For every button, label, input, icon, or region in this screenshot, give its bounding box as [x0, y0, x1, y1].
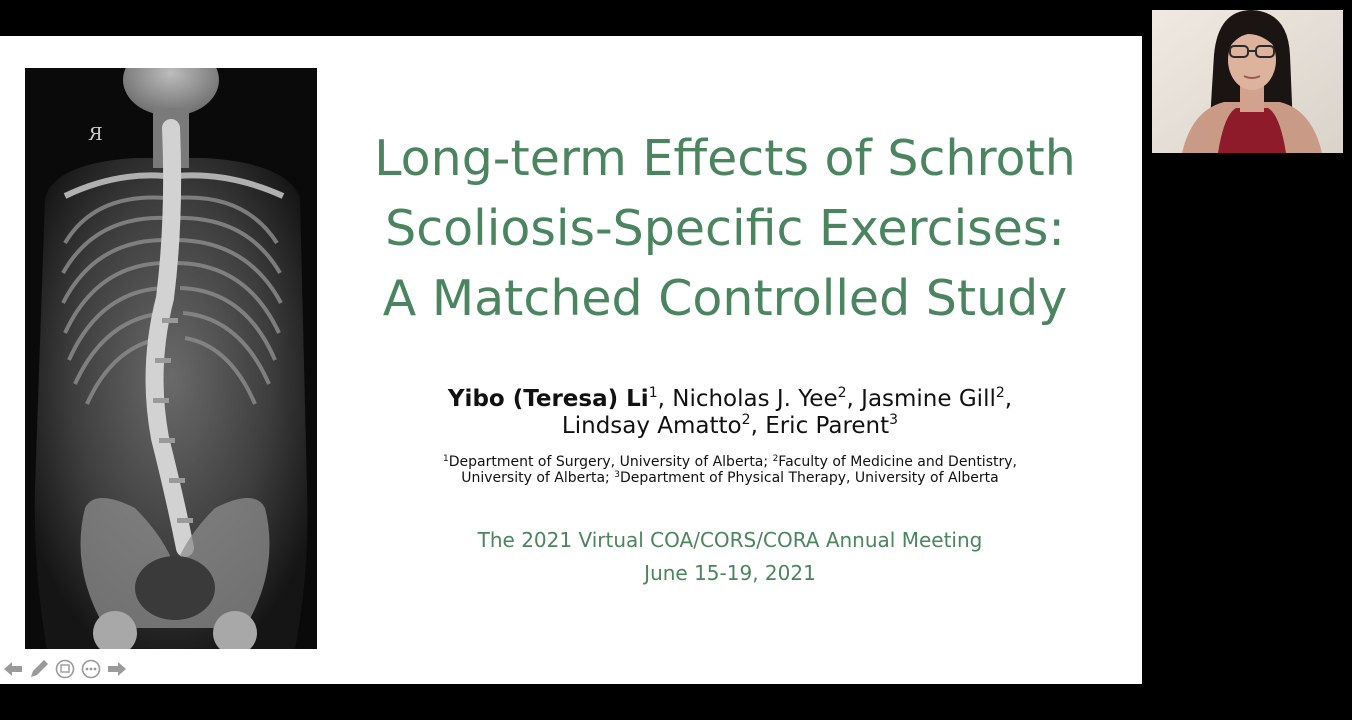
author-list: [380, 386, 1080, 440]
affiliation-text: Department of Physical Therapy, University of Alberta: [619, 470, 999, 486]
affiliation-mark: 2: [741, 412, 751, 428]
slideshow-toolbar: [2, 658, 128, 680]
presentation-slide: [0, 36, 1142, 684]
slides-icon: [55, 659, 75, 679]
author-line-2: Lindsay Amatto$^2$, Eric Parent$^3$: [561, 412, 899, 439]
meeting-dates: June 15-19, 2021: [644, 561, 816, 585]
author-name: Nicholas J. Yee: [672, 386, 838, 412]
presenting-author: Yibo (Teresa) Li: [447, 386, 649, 412]
affiliation-mark: 3: [889, 412, 899, 428]
previous-slide-button[interactable]: [2, 658, 24, 680]
title-line: A Matched Controlled Study: [382, 270, 1068, 327]
meeting-name: The 2021 Virtual COA/CORS/CORA Annual Meeting: [477, 528, 983, 552]
presenter-avatar: [1152, 10, 1343, 153]
presenter-video: [1152, 10, 1343, 153]
affiliation-text: Department of Surgery, University of Alberta;: [448, 454, 773, 470]
affiliation-text: Faculty of Medicine and Dentistry,: [778, 454, 1017, 470]
affiliation-line-1: [380, 454, 1080, 470]
affiliation-mark: 2: [995, 385, 1005, 401]
author-name: Jasmine Gill: [861, 386, 996, 412]
xray-graphic: [25, 68, 317, 649]
spine-xray-image: [25, 68, 317, 649]
title-line: Scoliosis-Specific Exercises:: [385, 200, 1065, 257]
arrow-left-icon: [3, 660, 23, 678]
affiliation-text: University of Alberta;: [461, 470, 615, 486]
see-all-slides-button[interactable]: [54, 658, 76, 680]
affiliations: [380, 454, 1080, 486]
arrow-right-icon: [107, 660, 127, 678]
author-line-1: Yibo (Teresa) Li$^1$, Nicholas J. Yee$^2$, Jasmine Gill$^2$,: [447, 385, 1013, 412]
affiliation-mark: 1: [648, 385, 658, 401]
slide-title: [340, 124, 1110, 334]
pen-tool-button[interactable]: [28, 658, 50, 680]
title-line: Long-term Effects of Schroth: [374, 130, 1076, 187]
more-icon: [81, 659, 101, 679]
pen-icon: [29, 659, 49, 679]
affiliation-mark: 2: [837, 385, 847, 401]
author-name: Eric Parent: [765, 413, 890, 439]
affiliation-mark: 3: [614, 470, 620, 480]
xray-side-marker: R: [89, 124, 103, 145]
affiliation-mark: 1: [443, 454, 449, 464]
author-name: Lindsay Amatto: [561, 413, 742, 439]
next-slide-button[interactable]: [106, 658, 128, 680]
affiliation-line-2: [380, 470, 1080, 486]
affiliation-mark: 2: [772, 454, 779, 464]
meeting-info: [380, 524, 1080, 590]
more-options-button[interactable]: [80, 658, 102, 680]
